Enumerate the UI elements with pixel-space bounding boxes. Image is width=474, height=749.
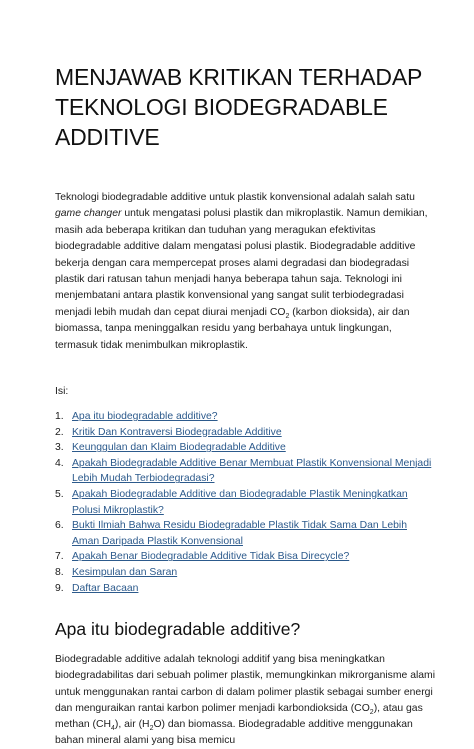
section-heading: Apa itu biodegradable additive? (55, 619, 301, 640)
section-paragraph: Biodegradable additive adalah teknologi additif yang bisa meningkatkan biodegradabilitas dari sebuah polimer plastik, memungkinkan mikrorganisme alami untuk menggunakan rantai carbon di dalam polimer plastik sebagai sumber energi dan menguraikan rantai karbon polimer menjadi karbondioksida $(CO_2)$, atau gas methan $(CH_4)$, air $(H_2O)$ dan biomassa. Biodegradable additive menggunakan bahan mineral alami yang bisa memicu (55, 654, 436, 747)
toc-link[interactable]: Bukti Ilmiah Bahwa Residu Biodegradable Plastik Tidak Sama Dan Lebih Aman Daripada Plastik Konvensional (72, 520, 407, 547)
toc-label: Isi: (55, 386, 69, 398)
toc-item: 8. Kesimpulan dan Saran (55, 565, 436, 581)
toc-link[interactable]: Apa itu biodegradable additive? (72, 411, 218, 423)
toc-link[interactable]: Keunggulan dan Klaim Biodegradable Additive (72, 442, 286, 454)
toc-link[interactable]: Kritik Dan Kontraversi Biodegradable Additive (72, 426, 282, 438)
toc-link[interactable]: Daftar Bacaan (72, 582, 139, 594)
toc-item: 2. Kritik Dan Kontraversi Biodegradable Additive (55, 425, 436, 441)
toc-link[interactable]: Apakah Biodegradable Additive Benar Membuat Plastik Konvensional Menjadi Lebih Mudah Terbiodegradasi? (72, 457, 432, 485)
toc-link[interactable]: Apakah Biodegradable Additive dan Biodegradable Plastik Meningkatkan Polusi Mikroplastik? (72, 489, 408, 516)
toc-item: 9. Daftar Bacaan (55, 581, 436, 597)
toc-link[interactable]: Apakah Benar Biodegradable Additive Tidak Bisa Direcycle? (72, 551, 350, 563)
toc-item: 3. Keunggulan dan Klaim Biodegradable Additive (55, 440, 436, 456)
intro-paragraph: Teknologi biodegradable additive untuk plastik konvensional adalah salah satu game changer untuk mengatasi polusi plastik dan mikroplastik. Namun demikian, masih ada beberapa kritikan dan tuduhan yang meragukan efektivitas biodegradable additive dalam mengatasi polusi plastik. Biodegradable additive bekerja dengan cara mempercepat proses alami degradasi dan biodegradasi plastik dari ratusan tahun menjadi hanya beberapa tahun saja. Teknologi ini menjembatani antara plastik konvensional yang sangat sulit terbiodegradasi menjadi lebih mudah dan cepat diurai menjadi $CO_2$ (karbon dioksida), air dan biomassa, tanpa meninggalkan residu yang berbahaya untuk lingkungan, termasuk tidak menimbulkan mikroplastik. (55, 192, 428, 351)
toc-link[interactable]: Kesimpulan dan Saran (72, 567, 178, 578)
document-title (55, 62, 436, 152)
toc-item: 4. Apakah Biodegradable Additive Benar Membuat Plastik Konvensional Menjadi Lebih Mudah Terbiodegradasi? (55, 456, 436, 487)
toc-item: 6. Bukti Ilmiah Bahwa Residu Biodegradable Plastik Tidak Sama Dan Lebih Aman Daripada Plastik Konvensional (55, 518, 436, 549)
toc-item: 1. Apa itu biodegradable additive? (55, 409, 436, 425)
italic-phrase: game changer (55, 208, 122, 220)
toc-item: 7. Apakah Benar Biodegradable Additive Tidak Bisa Direcycle? (55, 549, 436, 565)
title-line-2: TEKNOLOGI BIODEGRADABLE ADDITIVE (55, 94, 388, 150)
title-line-1: MENJAWAB KRITIKAN TERHADAP (55, 64, 423, 90)
table-of-contents (55, 409, 436, 596)
toc-item: 5. Apakah Biodegradable Additive dan Biodegradable Plastik Meningkatkan Polusi Mikroplastik? (55, 487, 436, 518)
